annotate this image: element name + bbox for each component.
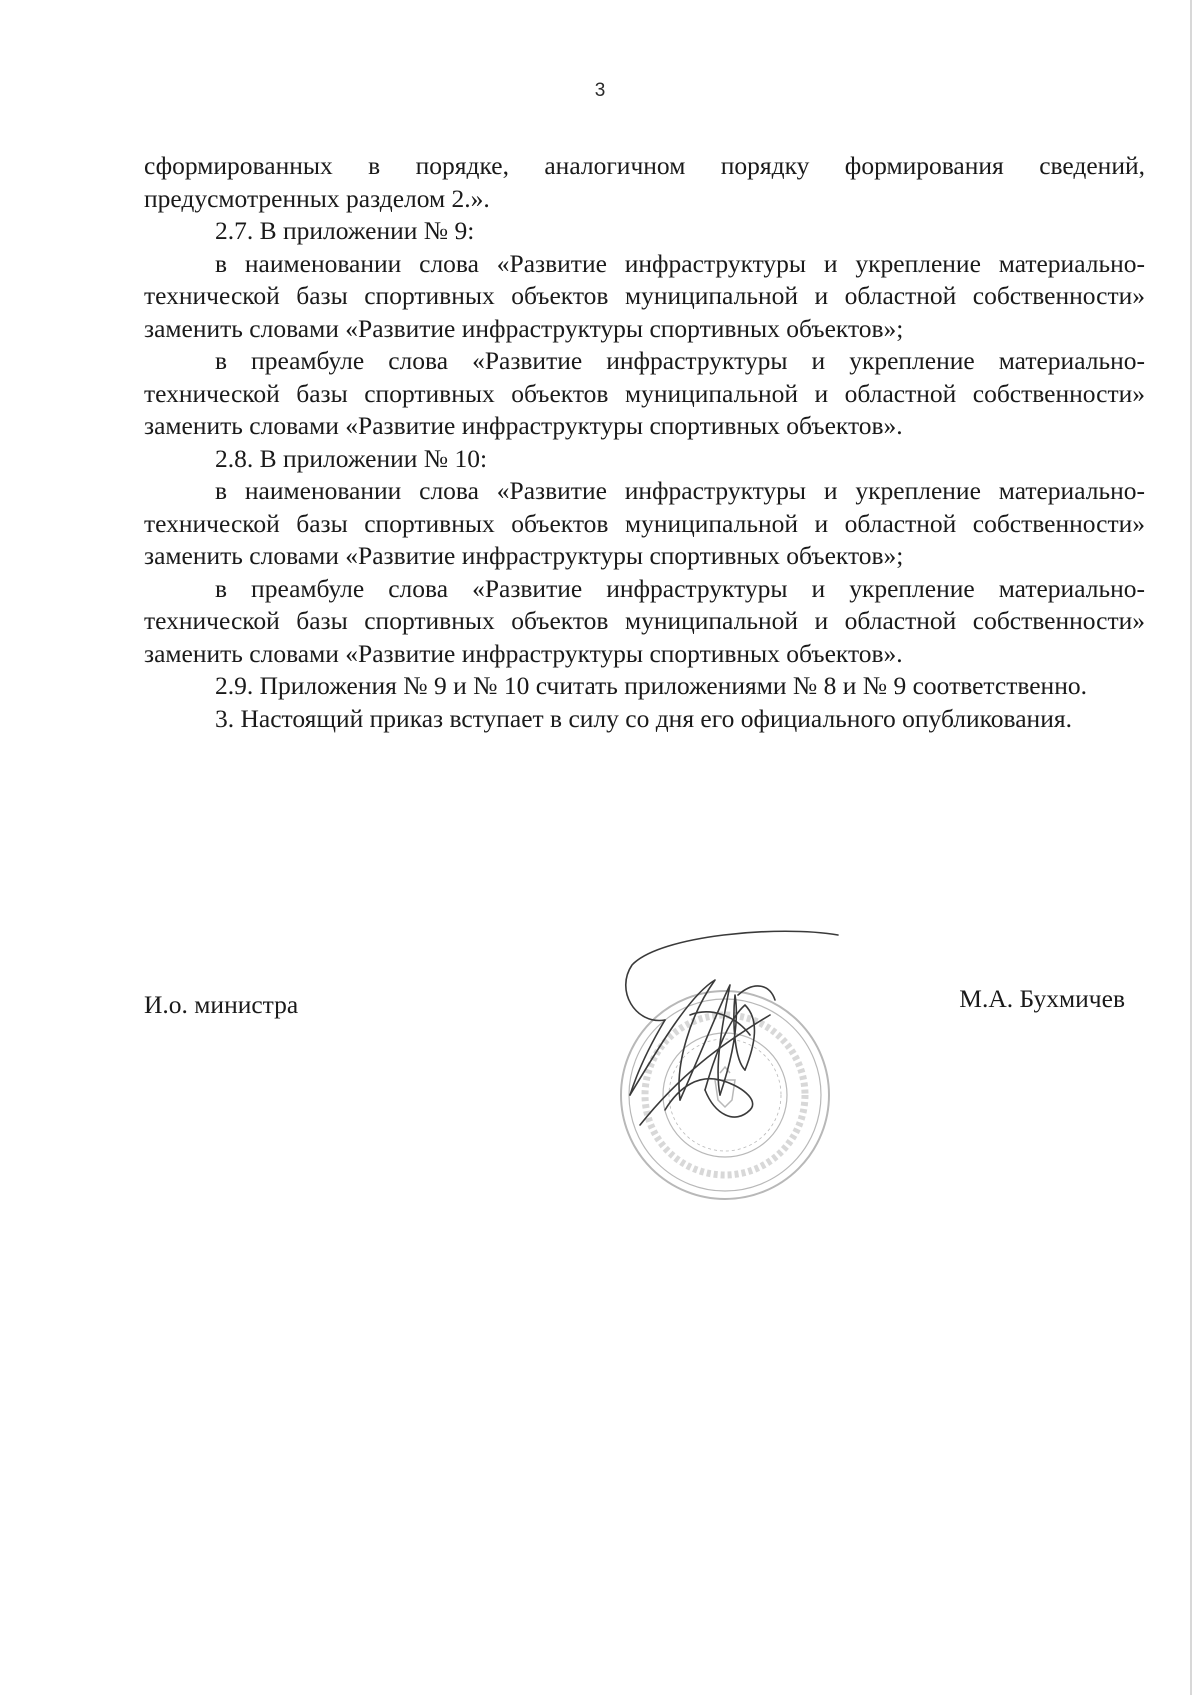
document-body	[144, 150, 1145, 735]
signature-block	[144, 984, 1145, 1030]
signatory-title: И.о. министра	[144, 990, 299, 1019]
paragraph-2-7-heading: 2.7. В приложении № 9:	[215, 216, 475, 245]
seal-and-signature	[620, 895, 880, 1215]
paragraph-2-8-preamble-change: в преамбуле слова «Развитие инфраструктуры и укрепление материально-технической базы спортивных объектов муниципальной и областной собственности» заменить словами «Развитие инфраструктуры спортивных объектов».	[144, 573, 1145, 668]
paragraph-3-effective-date: 3. Настоящий приказ вступает в силу со дня его официального опубликования.	[215, 703, 1072, 733]
signatory-name: М.А. Бухмичев	[959, 984, 1125, 1013]
page-number: 3	[594, 80, 606, 101]
paragraph-2-8-name-change: в наименовании слова «Развитие инфраструктуры и укрепление материально-технической базы спортивных объектов муниципальной и областной собственности» заменить словами «Развитие инфраструктуры спортивных объектов»;	[144, 476, 1145, 570]
paragraph-2-9: 2.9. Приложения № 9 и № 10 считать приложениями № 8 и № 9 соответственно.	[215, 671, 1087, 700]
page-edge-line	[1190, 0, 1192, 1695]
paragraph-2-7-preamble-change: в преамбуле слова «Развитие инфраструктуры и укрепление материально-технической базы спортивных объектов муниципальной и областной собственности» заменить словами «Развитие инфраструктуры спортивных объектов».	[144, 346, 1145, 440]
paragraph-continuation: сформированных в порядке, аналогичном порядку формирования сведений, предусмотренных разделом 2.».	[144, 151, 1145, 213]
paragraph-2-8-heading: 2.8. В приложении № 10:	[215, 443, 488, 473]
paragraph-2-7-name-change: в наименовании слова «Развитие инфраструктуры и укрепление материально-технической базы спортивных объектов муниципальной и областной собственности» заменить словами «Развитие инфраструктуры спортивных объектов»;	[144, 248, 1145, 343]
